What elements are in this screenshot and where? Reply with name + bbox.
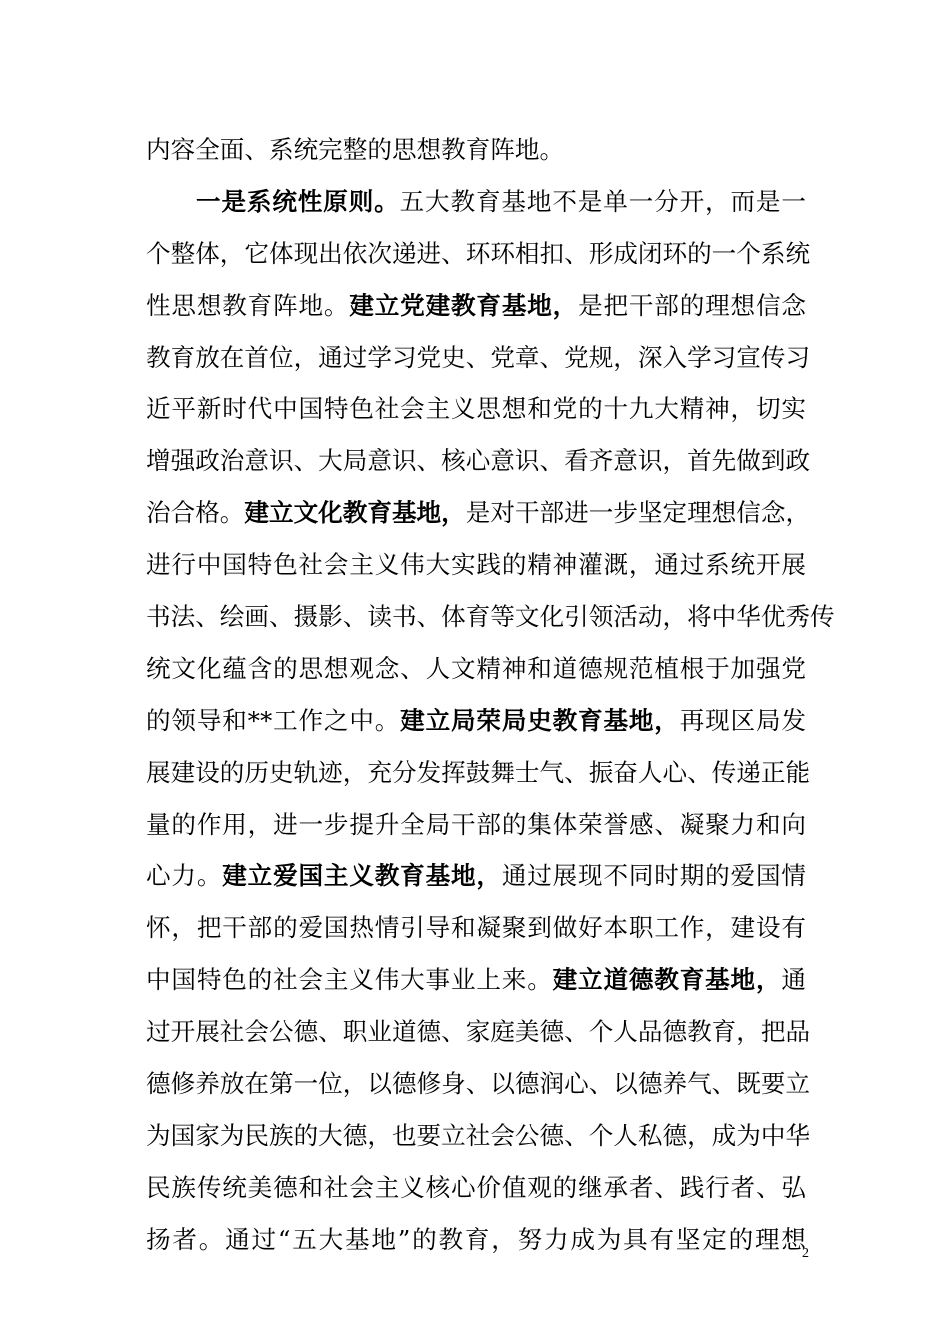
bold-heading: 建立道德教育基地， — [552, 965, 782, 995]
text-line — [146, 128, 806, 180]
text-line — [146, 491, 811, 543]
line-text: 怀，把干部的爱国热情引导和凝聚到做好本职工作，建设有 — [146, 913, 806, 943]
line-text: 德修养放在第一位，以德修身、以德润心、以德养气、既要立 — [146, 1069, 811, 1099]
text-line — [146, 1062, 811, 1114]
text-line — [146, 854, 806, 906]
bold-heading: 建立党建教育基地， — [349, 290, 579, 320]
text-line — [146, 336, 811, 388]
line-text: 书法、绘画、摄影、读书、体育等文化引领活动，将中华优秀传 — [146, 602, 835, 632]
line-text: 进行中国特色社会主义伟大实践的精神灌溉，通过系统开展 — [146, 550, 806, 580]
line-text-after: 通 — [781, 965, 806, 995]
text-line — [146, 180, 806, 232]
bold-heading: 建立文化教育基地， — [244, 498, 466, 528]
bold-heading: 建立局荣局史教育基地， — [400, 705, 680, 735]
line-text: 为国家为民族的大德，也要立社会公德、个人私德，成为中华 — [146, 1120, 811, 1150]
line-text: 五大教育基地不是单一分开，而是一 — [399, 186, 806, 216]
line-text-after: 是对干部进一步坚定理想信念， — [465, 498, 811, 528]
line-text: 中国特色的社会主义伟大事业上来。 — [146, 965, 553, 995]
line-text: 近平新时代中国特色社会主义思想和党的十九大精神，切实 — [146, 394, 806, 424]
line-text-after: 再现区局发 — [679, 705, 806, 735]
text-line — [146, 439, 811, 491]
text-line — [146, 387, 806, 439]
line-text: 性思想教育阵地。 — [146, 290, 350, 320]
text-line — [146, 595, 835, 647]
text-line — [146, 543, 806, 595]
text-line — [146, 803, 806, 855]
line-text: 统文化蕴含的思想观念、人文精神和道德规范植根于加强党 — [146, 653, 806, 683]
bold-heading: 建立爱国主义教育基地， — [222, 861, 502, 891]
line-text: 的领导和**工作之中。 — [146, 705, 401, 735]
line-text: 心力。 — [146, 861, 223, 891]
line-text: 过开展社会公德、职业道德、家庭美德、个人品德教育，把品 — [146, 1017, 811, 1047]
line-text: 增强政治意识、大局意识、核心意识、看齐意识，首先做到政 — [146, 446, 811, 476]
text-line — [146, 699, 806, 751]
text-line — [146, 284, 806, 336]
text-line — [146, 232, 811, 284]
text-line — [146, 906, 806, 958]
text-line — [146, 1114, 811, 1166]
text-line — [146, 1010, 811, 1062]
line-text-after: 是把干部的理想信念 — [578, 290, 806, 320]
text-line — [146, 647, 806, 699]
line-text: 教育放在首位，通过学习党史、党章、党规，深入学习宣传习 — [146, 342, 811, 372]
line-text: 治合格。 — [146, 498, 245, 528]
line-text: 扬者。通过“五大基地”的教育，努力成为具有坚定的理想 — [146, 1224, 806, 1254]
text-line — [146, 1166, 806, 1218]
line-text: 量的作用，进一步提升全局干部的集体荣誉感、凝聚力和向 — [146, 809, 806, 839]
line-text: 民族传统美德和社会主义核心价值观的继承者、践行者、弘 — [146, 1172, 806, 1202]
line-text: 个整体，它体现出依次递进、环环相扣、形成闭环的一个系统 — [146, 238, 811, 268]
text-line — [146, 1218, 806, 1270]
body-text — [146, 128, 835, 1270]
line-text: 内容全面、系统完整的思想教育阵地。 — [146, 135, 565, 164]
line-text-after: 通过展现不同时期的爱国情 — [501, 861, 806, 891]
line-text: 展建设的历史轨迹，充分发挥鼓舞士气、振奋人心、传递正能 — [146, 757, 811, 787]
bold-heading: 一是系统性原则。 — [196, 186, 400, 216]
text-line — [146, 958, 806, 1010]
page-number: 2 — [802, 1246, 809, 1261]
text-line — [146, 751, 811, 803]
